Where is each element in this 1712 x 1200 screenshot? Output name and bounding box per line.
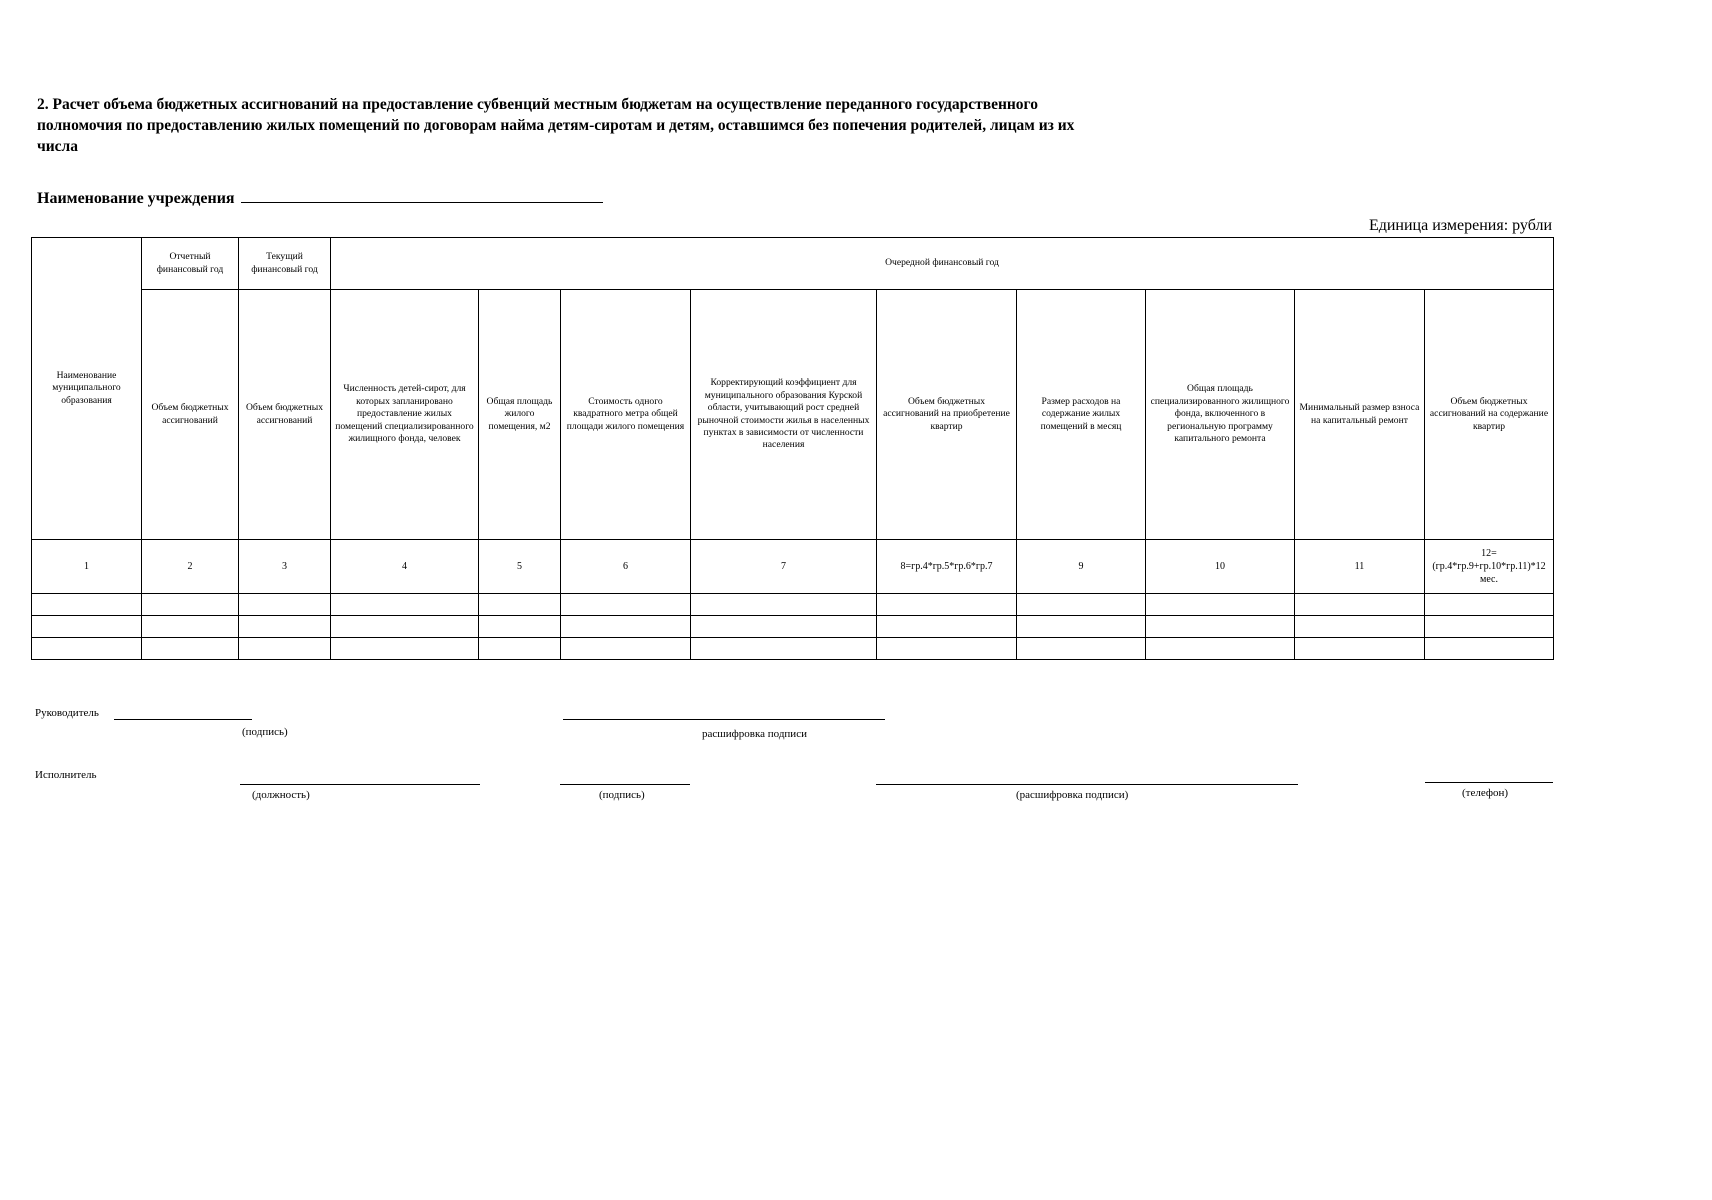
table-cell <box>1146 616 1295 638</box>
table-cell <box>32 638 142 660</box>
table-cell <box>331 616 479 638</box>
table-cell <box>1425 616 1554 638</box>
head-signature-caption: (подпись) <box>242 726 288 738</box>
position-caption: (должность) <box>252 789 310 801</box>
header-col-12: Объем бюджетных ассигнований на содержание квартир <box>1425 290 1554 540</box>
group-header-row <box>32 238 1554 290</box>
column-number: 7 <box>691 540 877 594</box>
header-col-2: Объем бюджетных ассигнований <box>142 290 239 540</box>
head-decode-caption: расшифровка подписи <box>702 728 807 740</box>
table-cell <box>691 616 877 638</box>
column-number: 9 <box>1017 540 1146 594</box>
table-cell <box>142 594 239 616</box>
executor-label: Исполнитель <box>35 769 97 781</box>
header-col-9: Размер расходов на содержание жилых помещений в месяц <box>1017 290 1146 540</box>
budget-calculation-table <box>31 237 1554 660</box>
table-cell <box>239 616 331 638</box>
table-cell <box>877 616 1017 638</box>
institution-name-row <box>37 188 603 209</box>
column-number: 3 <box>239 540 331 594</box>
column-number: 8=гр.4*гр.5*гр.6*гр.7 <box>877 540 1017 594</box>
institution-name-blank-line <box>241 188 603 203</box>
executor-decode-caption: (расшифровка подписи) <box>1016 789 1129 801</box>
table-cell <box>239 594 331 616</box>
header-current-year: Текущий финансовый год <box>239 238 331 290</box>
table-cell <box>331 638 479 660</box>
column-number: 12=(гр.4*гр.9+гр.10*гр.11)*12 мес. <box>1425 540 1554 594</box>
header-col-10: Общая площадь специализированного жилищного фонда, включенного в региональную программу капитального ремонта <box>1146 290 1295 540</box>
column-number: 2 <box>142 540 239 594</box>
header-municipality: Наименование муниципального образования <box>32 238 142 540</box>
table-cell <box>142 638 239 660</box>
head-label: Руководитель <box>35 707 99 719</box>
table-cell <box>1295 616 1425 638</box>
table-cell <box>1017 594 1146 616</box>
table-cell <box>32 594 142 616</box>
phone-line <box>1425 782 1553 783</box>
column-number: 11 <box>1295 540 1425 594</box>
column-number: 6 <box>561 540 691 594</box>
table-cell <box>479 638 561 660</box>
executor-signature-caption: (подпись) <box>599 789 645 801</box>
table-cell <box>1425 594 1554 616</box>
column-header-row <box>32 290 1554 540</box>
column-number: 5 <box>479 540 561 594</box>
header-reporting-year: Отчетный финансовый год <box>142 238 239 290</box>
position-line <box>240 784 480 785</box>
header-col-8: Объем бюджетных ассигнований на приобретение квартир <box>877 290 1017 540</box>
column-number: 1 <box>32 540 142 594</box>
head-signature-line <box>114 719 252 720</box>
table-row <box>32 616 1554 638</box>
institution-name-label: Наименование учреждения <box>37 190 235 207</box>
table-cell <box>561 616 691 638</box>
header-col-4: Численность детей-сирот, для которых запланировано предоставление жилых помещений специализированного жилищного фонда, человек <box>331 290 479 540</box>
table-cell <box>32 616 142 638</box>
header-col-5: Общая площадь жилого помещения, м2 <box>479 290 561 540</box>
table-cell <box>1295 594 1425 616</box>
header-col-6: Стоимость одного квадратного метра общей площади жилого помещения <box>561 290 691 540</box>
table-row <box>32 638 1554 660</box>
executor-signature-line <box>560 784 690 785</box>
column-number: 4 <box>331 540 479 594</box>
header-col-11: Минимальный размер взноса на капитальный ремонт <box>1295 290 1425 540</box>
table-cell <box>877 638 1017 660</box>
phone-caption: (телефон) <box>1462 787 1509 799</box>
executor-decode-line <box>876 784 1298 785</box>
document-title: 2. Расчет объема бюджетных ассигнований на предоставление субвенций местным бюджетам на осуществление переданного государственного полномочия по предоставлению жилых помещений по договорам найма детям-сиротам и детям, оставшимся без попечения родителей, лицам из их числа <box>37 96 1075 155</box>
table-cell <box>1017 638 1146 660</box>
header-col-7: Корректирующий коэффициент для муниципального образования Курской области, учитывающий рост средней рыночной стоимости жилья в населенных пунктах в зависимости от численности населения <box>691 290 877 540</box>
table-cell <box>479 616 561 638</box>
unit-of-measure: Единица измерения: рубли <box>1368 217 1552 234</box>
column-number-row <box>32 540 1554 594</box>
table-cell <box>239 638 331 660</box>
table-cell <box>1425 638 1554 660</box>
header-col-3: Объем бюджетных ассигнований <box>239 290 331 540</box>
table-cell <box>1146 638 1295 660</box>
header-next-year: Очередной финансовый год <box>331 238 1554 290</box>
table-cell <box>877 594 1017 616</box>
table-cell <box>331 594 479 616</box>
table-row <box>32 594 1554 616</box>
table-cell <box>479 594 561 616</box>
table-cell <box>1017 616 1146 638</box>
table-cell <box>1146 594 1295 616</box>
table-cell <box>142 616 239 638</box>
table-cell <box>691 594 877 616</box>
head-decode-line <box>563 719 885 720</box>
column-number: 10 <box>1146 540 1295 594</box>
table-cell <box>561 638 691 660</box>
table-cell <box>561 594 691 616</box>
table-cell <box>691 638 877 660</box>
table-cell <box>1295 638 1425 660</box>
